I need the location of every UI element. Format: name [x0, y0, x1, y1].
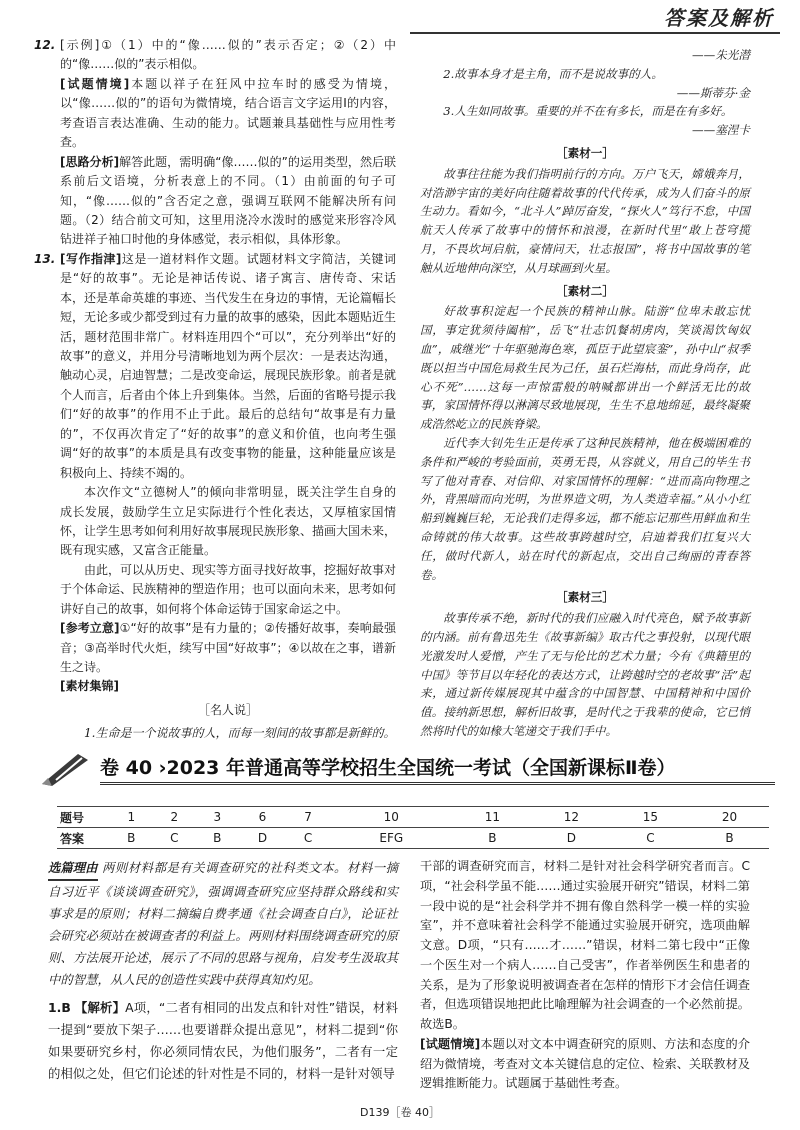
- table-cell: D: [239, 828, 287, 849]
- quote-1: 1.生命是一个说故事的人，而每一刻间的故事都是新鲜的。: [84, 726, 396, 741]
- row-label: 答案: [57, 828, 110, 849]
- material-heading: ［素材三］: [556, 590, 614, 605]
- bottom-right-column: [420, 857, 750, 1094]
- table-cell: 10: [330, 807, 453, 828]
- selection-reason: 选篇理由 两则材料都是有关调查研究的社科类文本。材料一摘自习近平《谈谈调查研究》，强调调查研究应坚持群众路线和实事求是的原则；材料二摘编自费孝通《社会调查自白》，论证社会研究必须站在被调查者的利益上。两则材料围绕调查研究的原则、方法展开论述，展示了不同的思路与视角，启发考生汲取其中的智慧，从人民的创造性实践中获得真知灼见。: [48, 857, 398, 991]
- table-cell: 3: [196, 807, 239, 828]
- table-cell: D: [532, 828, 611, 849]
- table-cell: 2: [153, 807, 196, 828]
- a1-analysis: 1.B 【解析】A项，“二者有相同的出发点和针对性”错误，材料一提到“要放下架子……也要谱群众提出意见”，材料二提到“你如果要研究乡村，你必须同情农民，为他们服务”，二者有一定的相似之处，但它们论述的针对性是不同的，材料一是针对领导: [48, 1000, 398, 1081]
- answer-key: B: [61, 1000, 71, 1015]
- pen-icon: [38, 750, 92, 788]
- table-cell: 7: [286, 807, 329, 828]
- table-cell: 15: [611, 807, 690, 828]
- bottom-left-column: [48, 857, 398, 1085]
- table-row: [57, 807, 769, 828]
- question-number: 1.: [48, 1000, 62, 1015]
- table-cell: C: [286, 828, 329, 849]
- header-rule: [410, 32, 780, 34]
- a1-analysis-continued: 干部的调查研究而言，材料二是针对社会科学研究者而言。C项，“社会科学虽不能……通过实验展开研究”错误，材料二第一段中说的是“社会科学并不拥有像自然科学一模一样的实验室”，并不意味着社会科学不能通过实验展开研究，选项曲解文意。D项，“只有……才……”错误，材料二第七段中“正像一个医生对一个病人……自己受害”，作者举例医生和患者的关系，是为了形象说明被调查者在怎样的情形下才会信任调查者，但选项错误地把此比喻理解为社会调查的一个必然前提。故选B。: [420, 859, 750, 1032]
- q13-paragraph: 由此，可以从历史、现实等方面寻找好故事，挖掘好故事对于个体命运、民族精神的塑造作用；也可以面向未来，思考如何讲好自己的故事，如何将个体命运铸于国家命运之中。: [60, 562, 397, 616]
- row-label: 题号: [57, 807, 110, 828]
- table-cell: C: [611, 828, 690, 849]
- table-row: [57, 828, 769, 849]
- page-number: D139［卷 40］: [360, 1106, 440, 1119]
- right-column: [420, 46, 750, 741]
- table-cell: 20: [690, 807, 769, 828]
- quote-attribution: ——朱光潜: [692, 48, 750, 62]
- quote-2: 2.故事本身才是主角，而不是说故事的人。: [443, 66, 663, 81]
- table-cell: 1: [110, 807, 153, 828]
- material-heading: ［素材一］: [556, 145, 614, 160]
- selection-reason-badge: 选篇理由: [48, 857, 98, 881]
- table-cell: EFG: [330, 828, 453, 849]
- quotes-heading: ［名人说］: [197, 702, 258, 717]
- material-text: 故事传承不绝，新时代的我们应融入时代亮色，赋予故事新的内涵。前有鲁迅先生《故事新编》取古代之事投射，以现代眼光激发时人爱憎，产生了无与伦比的艺术力量；今有《典籍里的中国》等节目以年轻化的表达方式，让跨越时空的老故事“活”起来，通过新传媒展现其中蕴含的中国智慧、中国精神和中国价值。接纳新思想，解析旧故事，是时代之于我辈的使命，它已悄然将时代的如椽大笔递交于我们手中。: [420, 611, 750, 738]
- exam-title: 卷 40 ›2023 年普通高等学校招生全国统一考试（全国新课标Ⅱ卷）: [100, 757, 676, 779]
- q12-answer: 12. [示例]①（1）中的“像……似的”表示否定；②（2）中的“像……似的”表示相似。: [34, 38, 396, 72]
- quote-attribution: ——塞涅卡: [692, 123, 750, 138]
- q13-guide: 13. [写作指津]这是一道材料作文题。试题材料文字简洁，关键词是“好的故事”。无论是神话传说、诸子寓言、唐传奇、宋话本，还是革命英雄的事迹、当代发生在身边的事情，无论篇幅长短，无论多或少都受到过有力量的故事的感染，因此本题贴近生活，题材范围非常广。材料连用四个“可以”，充分列举出“好的故事”的意义，并用分号清晰地划为两个层次：一是表达沟通，触动心灵，启迪智慧；二是改变命运，展现民族形象。前者是就个人而言，后者由个体上升到集体。当然，后面的省略号提示我们“好的故事”的作用不止于此。最后的总结句“故事是有力量的”，不仅再次肯定了“好的故事”的意义和价值，也向考生强调“好的故事”的本质是具有改变事物的能量，这种能量应该是积极向上、持续不竭的。: [34, 251, 397, 480]
- q12-context: [试题情境]本题以祥子在狂风中拉车时的感受为情境，以“像……似的”的语句为微情境，结合语言文字运用Ⅰ的内容，考查语言表达准确、生动的能力。试题兼具基础性与应用性考查。: [60, 76, 396, 150]
- table-cell: B: [110, 828, 153, 849]
- quote-3: 3.人生如同故事。重要的并不在有多长，而是在有多好。: [443, 104, 733, 119]
- table-cell: 6: [239, 807, 287, 828]
- a1-context: [试题情境]本题以对文本中调查研究的原则、方法和态度的介绍为微情境，考查对文本关键信息的定位、检索、关联教材及逻辑推断能力。试题属于基础性考查。: [420, 1036, 751, 1091]
- table-cell: B: [690, 828, 769, 849]
- exam-banner: [30, 746, 775, 792]
- table-cell: 12: [532, 807, 611, 828]
- table-cell: B: [453, 828, 532, 849]
- material-heading: ［素材二］: [556, 283, 614, 298]
- left-column: [34, 36, 397, 744]
- table-cell: C: [153, 828, 196, 849]
- material-text: 故事往往能为我们指明前行的方向。万户飞天，嫦娥奔月，对浩渺宇宙的美好向往随着故事的代代传承，成为人们奋斗的原生动力。看如今，“北斗人”踔厉奋发，“探火人”笃行不怠，中国航天人传承了故事中的情怀和浪漫，在新时代里“敢上苍穹揽月，不畏坎坷启航，豪情问天，壮志报国”，将书中国故事的笔触从近地伸向深空，从月球画到火星。: [420, 166, 750, 275]
- table-cell: 11: [453, 807, 532, 828]
- material-text: 好故事积淀起一个民族的精神山脉。陆游“位卑未敢忘忧国，事定犹须待阖棺”，岳飞“壮志饥餐胡虏肉，笑谈渴饮匈奴血”，戚继光“十年驱驰海色寒，孤臣于此望宸銮”，孙中山“叔季既以担当中国危局救生民为己任，虽石烂海枯，而此身尚存，此心不死”……这每一声惊雷般的呐喊都讲出一个鲜活无比的故事，家国情怀得以淋漓尽致地展现，生生不息地绵延，最终凝聚成浩然屹立的民族脊梁。: [420, 304, 750, 432]
- q13-reference: [参考立意]①“好的故事”是有力量的；②传播好故事，奏响最强音；③高举时代火炬，续写中国“好故事”；④以故在之事，谱新生之诗。: [60, 621, 396, 674]
- table-cell: B: [196, 828, 239, 849]
- question-number: 13.: [34, 251, 56, 266]
- q13-materials-tag: [素材集锦]: [60, 679, 119, 694]
- q13-paragraph: 本次作文“立德树人”的倾向非常明显，既关注学生自身的成长发展，鼓励学生立足实际进行个性化表达，又厚植家国情怀，让学生思考如何利用好故事展现民族形象、描画大国未来，既有现实感，又富含正能量。: [60, 485, 397, 558]
- material-text: 近代李大钊先生正是传承了这种民族精神，他在极端困难的条件和严峻的考验面前，英勇无畏，从容就义，用自己的毕生书写了他对青春、对信仰、对家国情怀的理解：“进而高向物理之外，背黑暗而向光明，为世界造文明，为人类造幸福。”从小小红船到巍巍巨轮，无论我们走得多远，都不能忘记那些用鲜血和生命铸就的伟大故事。这些故事跨越时空，启迪着我们扛复兴大任，做时代新人，站在时代的新起点，交出自己绚丽的青春答卷。: [420, 435, 750, 582]
- quote-attribution: ——斯蒂芬·金: [676, 85, 750, 100]
- header-title: 答案及解析: [664, 6, 774, 30]
- question-number: 12.: [34, 38, 56, 52]
- banner-rule: [100, 782, 775, 785]
- q12-analysis: [思路分析]解答此题，需明确“像……似的”的运用类型，然后联系前后文语境，分析表意上的不同。（1）由前面的句子可知，“像……似的”含否定之意，强调互联网不能解决所有问题。（2）结合前文可知，这里用浇冷水泼时的感觉来形容冷风钻进祥子袖口时他的身体感觉，表示相似，具体形象。: [60, 154, 396, 247]
- answer-table: [57, 806, 769, 849]
